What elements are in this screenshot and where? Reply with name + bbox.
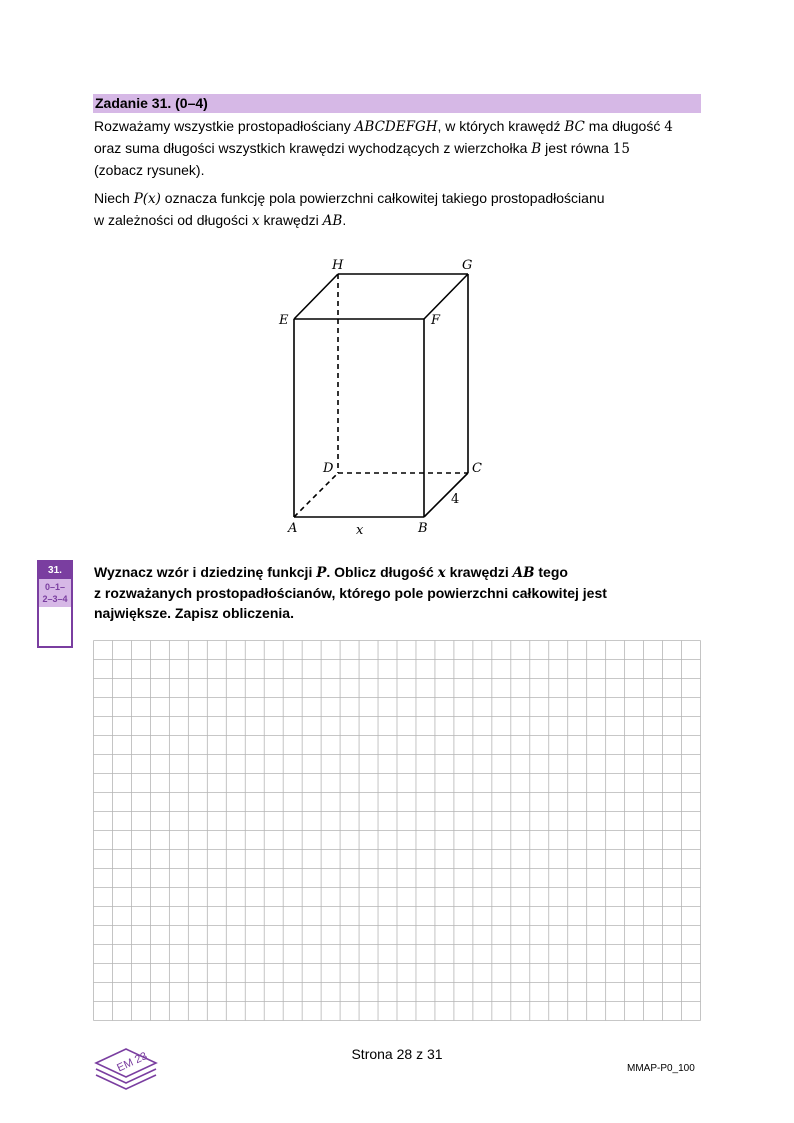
vertex-label-c: C — [472, 461, 482, 476]
def-line-2: w zależności od długości x krawędzi AB. — [94, 212, 347, 229]
instruction-line-1: Wyznacz wzór i dziedzinę funkcji P. Oblicz długość x krawędzi AB tego — [94, 564, 568, 581]
edge-label-4: 4 — [451, 492, 460, 507]
score-box — [37, 560, 73, 648]
instruction-line-2: z rozważanych prostopadłościanów, którego pole powierzchni całkowitej jest — [94, 585, 607, 601]
task-instruction — [94, 562, 694, 623]
score-points: 0–1– 2–3–4 — [39, 579, 71, 607]
intro-line-2: oraz suma długości wszystkich krawędzi wychodzących z wierzchołka B jest równa 15 — [94, 140, 630, 157]
logo-text: EM 23 — [115, 1050, 150, 1075]
document-code: MMAP-P0_100 — [627, 1063, 695, 1074]
edge-eh — [294, 274, 338, 319]
cuboid-name: ABCDEFGH — [354, 119, 438, 135]
instruction-line-3: największe. Zapisz obliczenia. — [94, 605, 294, 621]
vertex-label-g: G — [462, 258, 473, 273]
task-title: Zadanie 31. (0–4) — [95, 95, 208, 111]
vertex-label-d: D — [323, 461, 334, 476]
vertex-label-e: E — [279, 313, 289, 328]
edge-label-x: x — [356, 523, 364, 538]
intro-line-3: (zobacz rysunek). — [94, 162, 205, 178]
answer-grid[interactable] — [93, 640, 701, 1021]
vertex-label-h: H — [332, 258, 344, 273]
def-line-1: Niech P(x) oznacza funkcję pola powierzchni całkowitej takiego prostopadłościanu — [94, 190, 605, 207]
vertex-label-f: F — [431, 313, 441, 328]
edge-ad-hidden — [294, 473, 338, 517]
vertex-label-a: A — [288, 521, 298, 536]
score-task-number: 31. — [39, 562, 71, 579]
page-number: Strona 28 z 31 — [351, 1046, 443, 1062]
vertex-label-b: B — [418, 521, 428, 536]
edge-bc — [424, 473, 468, 517]
intro-line-1: Rozważamy wszystkie prostopadłościany ABCDEFGH, w których krawędź BC ma długość 4 — [94, 118, 673, 135]
